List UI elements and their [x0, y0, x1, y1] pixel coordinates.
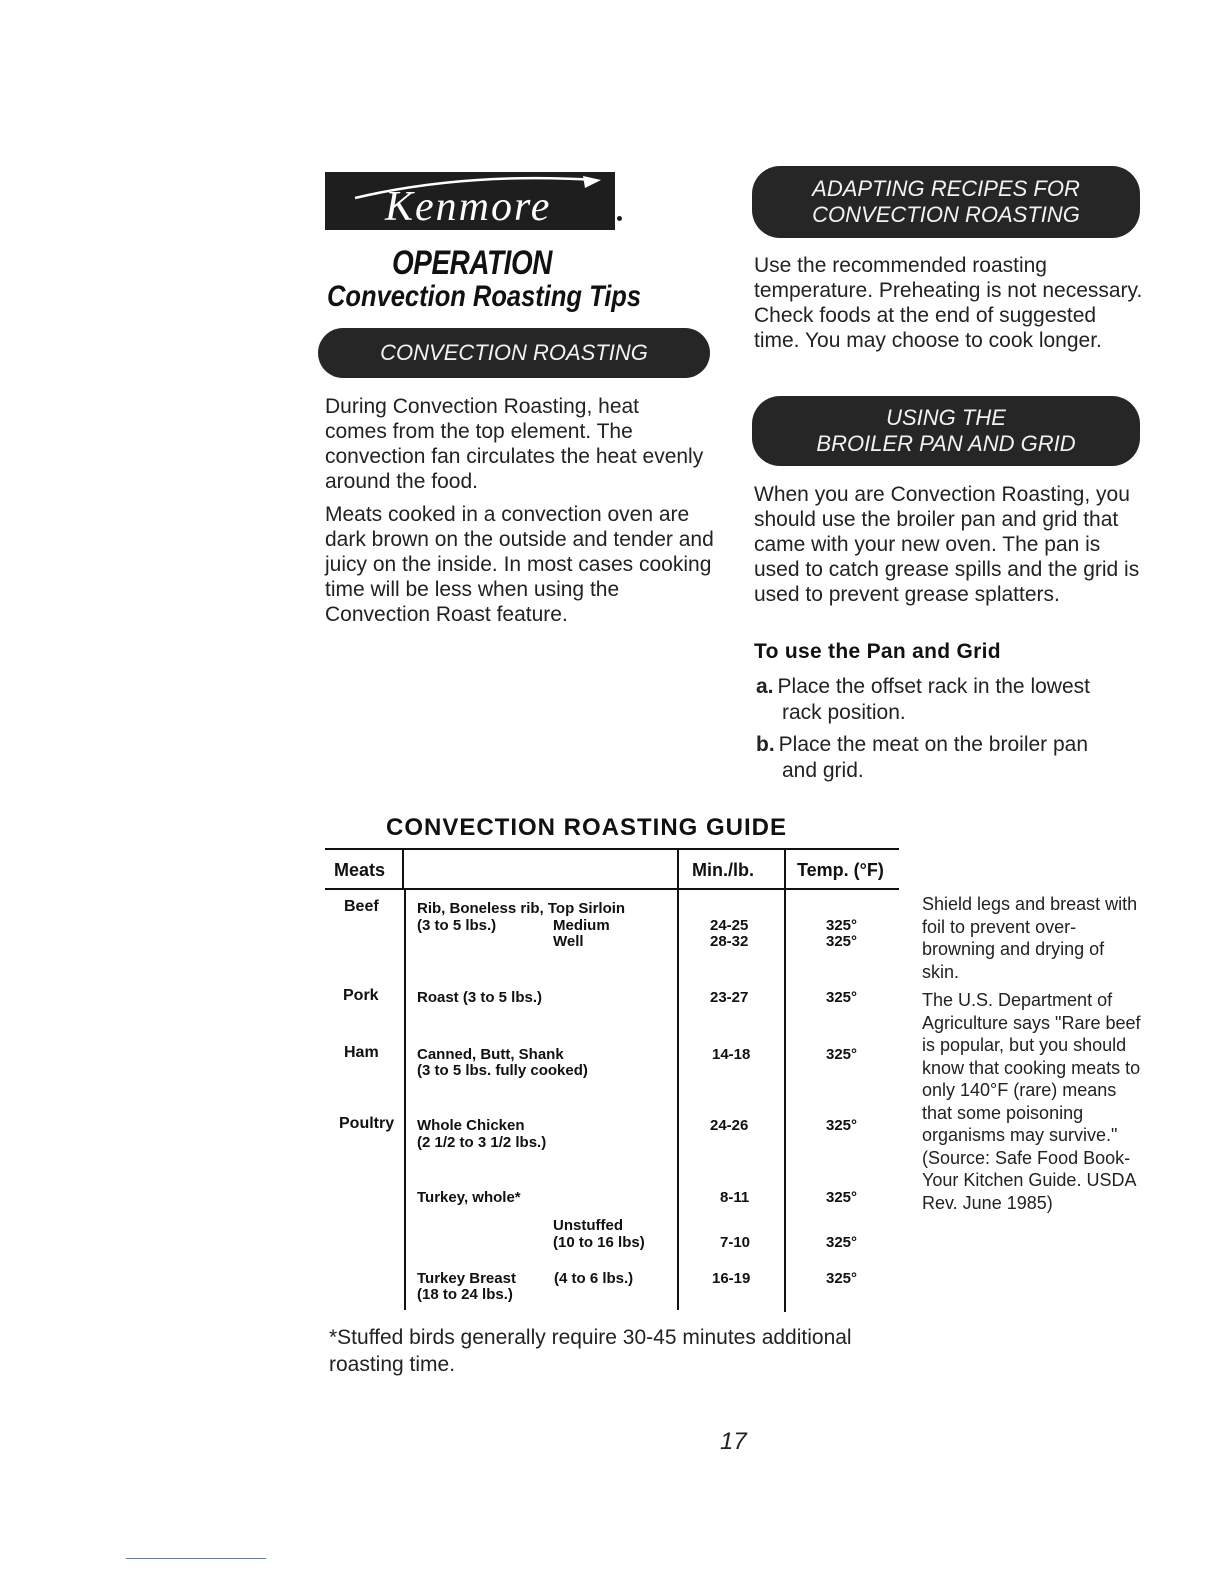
step-b-label: b. — [756, 733, 775, 756]
meat-beef: Beef — [344, 898, 379, 915]
guide-title: CONVECTION ROASTING GUIDE — [386, 814, 788, 841]
beef-weight: (3 to 5 lbs.) — [417, 917, 497, 934]
beef-medium-label: Medium — [553, 917, 610, 934]
beef-well-label: Well — [553, 933, 584, 950]
meat-poultry: Poultry — [339, 1115, 395, 1132]
step-a-label: a. — [756, 675, 774, 698]
header-minlb: Min./lb. — [692, 860, 754, 880]
pork-min: 23-27 — [710, 989, 749, 1006]
ham-cut: Canned, Butt, Shank — [417, 1046, 564, 1063]
step-a — [756, 674, 1136, 726]
adapting-heading-line1: ADAPTING RECIPES FOR — [812, 176, 1080, 201]
poultry-cut: Whole Chicken — [417, 1117, 525, 1134]
convection-roasting-heading — [318, 328, 710, 378]
ham-min: 14-18 — [712, 1046, 751, 1063]
side-note-usda: The U.S. Department of Agriculture says "Rare beef is popular, but you should know that cooking meats to only 140°F (rare) means that some poisoning organisms may survive." (Source: Safe Food Book-Your Kitchen Guide. USDA Rev. June 1985) — [922, 990, 1141, 1213]
adapting-paragraph: Use the recommended roasting temperature. Preheating is not necessary. Check foods at the end of suggested time. You may choose to cook longer. — [754, 254, 1143, 352]
convection-paragraph-1: During Convection Roasting, heat comes from the top element. The convection fan circulates the heat evenly around the food. — [325, 395, 704, 493]
table-divider-min — [784, 850, 786, 1312]
meat-pork: Pork — [343, 987, 379, 1004]
beef-cut: Rib, Boneless rib, Top Sirloin — [417, 900, 626, 917]
bottom-rule — [126, 1558, 266, 1559]
page-subtitle: Convection Roasting Tips — [327, 280, 642, 313]
poultry-temp: 325° — [826, 1117, 858, 1134]
broiler-pan-heading — [752, 396, 1140, 466]
header-temp: Temp. (°F) — [797, 860, 884, 880]
side-note-foil: Shield legs and breast with foil to prevent over-browning and drying of skin. — [922, 894, 1138, 982]
table-divider-meats-body — [404, 890, 406, 1310]
pork-cut: Roast (3 to 5 lbs.) — [417, 989, 543, 1006]
pan-grid-subheading: To use the Pan and Grid — [754, 640, 1001, 663]
turkey-breast-min: 16-19 — [712, 1270, 751, 1287]
adapting-heading-line2: CONVECTION ROASTING — [812, 202, 1080, 227]
step-b-line2: and grid. — [782, 759, 864, 782]
broiler-heading-line2: BROILER PAN AND GRID — [816, 431, 1076, 456]
turkey-breast-cut: Turkey Breast — [417, 1270, 516, 1287]
broiler-heading-line1: USING THE — [886, 405, 1006, 430]
turkey-temp: 325° — [826, 1189, 858, 1206]
kenmore-logo — [325, 172, 615, 230]
turkey-unstuffed-label: Unstuffed — [553, 1217, 623, 1234]
meat-ham: Ham — [344, 1044, 379, 1061]
turkey-breast-temp: 325° — [826, 1270, 858, 1287]
turkey-breast-weight: (4 to 6 lbs.) — [554, 1270, 634, 1287]
table-divider-meats — [402, 850, 404, 888]
table-header-rule — [325, 888, 899, 890]
poultry-weight: (2 1/2 to 3 1/2 lbs.) — [417, 1134, 547, 1151]
convection-paragraph-2: Meats cooked in a convection oven are dark brown on the outside and tender and juicy on the inside. In most cases cooking time will be less when using the Convection Roast feature. — [325, 503, 714, 626]
broiler-paragraph: When you are Convection Roasting, you should use the broiler pan and grid that came with your new oven. The pan is used to catch grease spills and the grid is used to prevent grease splatters. — [754, 483, 1140, 606]
turkey-cut: Turkey, whole* — [417, 1189, 521, 1206]
pork-temp: 325° — [826, 989, 858, 1006]
table-divider-cut — [677, 850, 679, 1310]
adapting-recipes-heading — [752, 166, 1140, 238]
ham-weight: (3 to 5 lbs. fully cooked) — [417, 1062, 588, 1079]
ham-temp: 325° — [826, 1046, 858, 1063]
side-note — [922, 893, 1142, 1220]
turkey-unstuffed-temp: 325° — [826, 1234, 858, 1251]
table-top-rule — [325, 848, 899, 850]
footnote: *Stuffed birds generally require 30-45 minutes additional roasting time. — [329, 1326, 852, 1376]
turkey-unstuffed-weight: (10 to 16 lbs) — [553, 1234, 645, 1251]
page-title: OPERATION — [392, 244, 552, 282]
logo-text: Kenmore — [385, 184, 552, 230]
convection-heading-text: CONVECTION ROASTING — [380, 340, 648, 365]
page-number: 17 — [720, 1428, 747, 1455]
header-meats: Meats — [334, 860, 386, 880]
beef-well-temp: 325° — [826, 933, 858, 950]
poultry-min: 24-26 — [710, 1117, 749, 1134]
step-a-line2: rack position. — [782, 701, 906, 724]
beef-well-min: 28-32 — [710, 933, 749, 950]
turkey-breast-weight-2: (18 to 24 lbs.) — [417, 1286, 513, 1303]
beef-medium-temp: 325° — [826, 917, 858, 934]
beef-medium-min: 24-25 — [710, 917, 749, 934]
logo-registered-dot — [617, 216, 622, 221]
step-b-line1: Place the meat on the broiler pan — [778, 733, 1089, 756]
step-b — [756, 732, 1136, 784]
step-a-line1: Place the offset rack in the lowest — [777, 675, 1090, 698]
turkey-unstuffed-min: 7-10 — [720, 1234, 751, 1251]
turkey-min: 8-11 — [720, 1189, 750, 1206]
